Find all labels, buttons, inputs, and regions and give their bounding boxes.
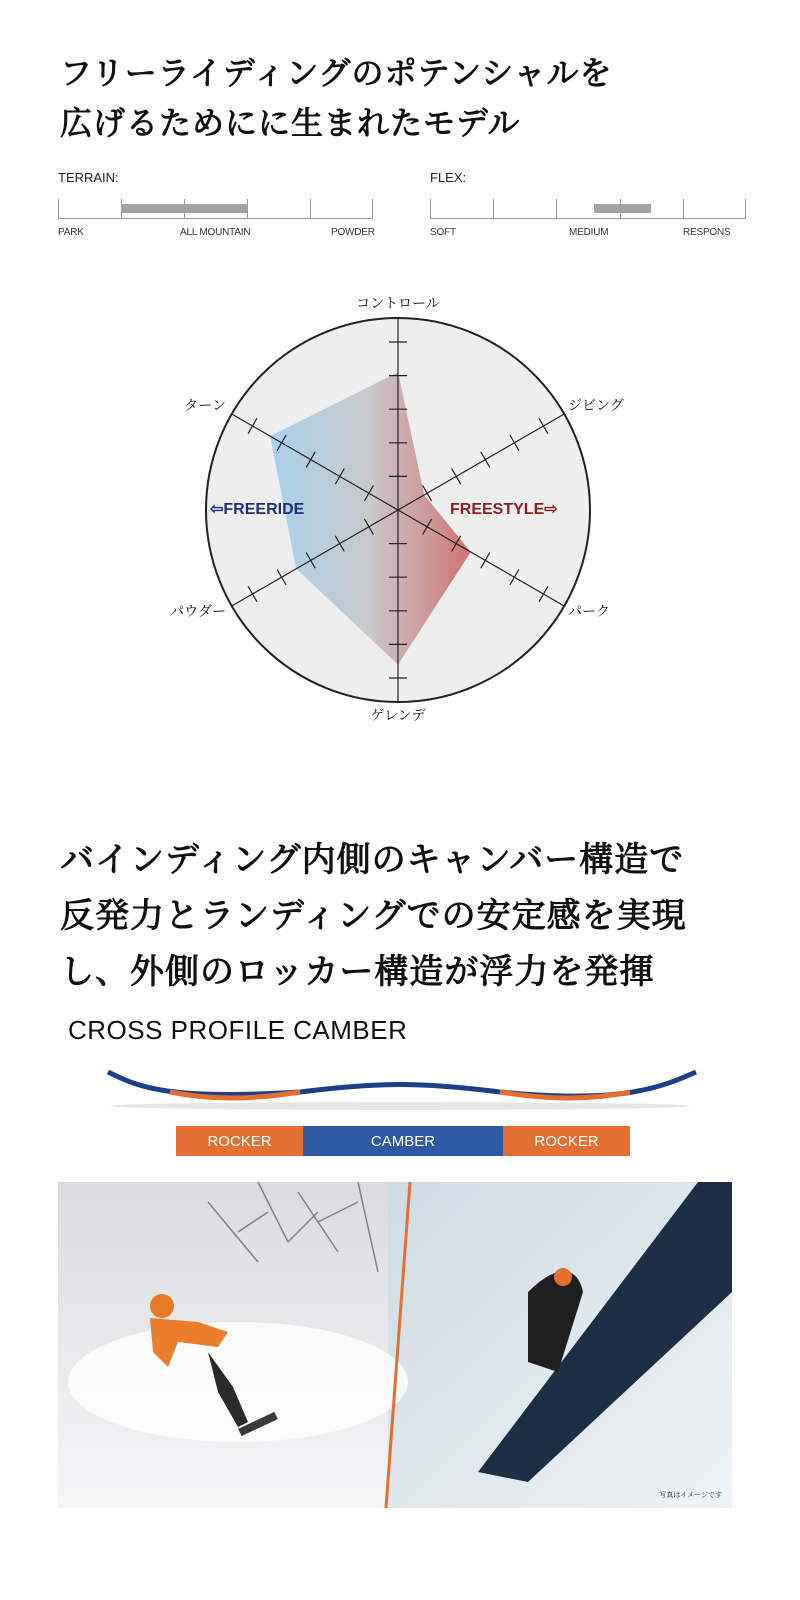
headline-camber-line-2: 反発力とランディングでの安定感を実現 — [60, 896, 687, 936]
radar-axis-turn: ターン — [184, 398, 226, 414]
terrain-tick — [247, 199, 248, 219]
headline-top-line-2: 広げるためにに生まれたモデル — [60, 104, 521, 142]
flex-tick-respons: RESPONS — [683, 227, 731, 238]
terrain-tick-powder: POWDER — [331, 227, 375, 238]
radar-axis-control: コントロール — [356, 296, 440, 312]
terrain-tick-park: PARK — [58, 227, 84, 238]
flex-tick — [430, 199, 431, 219]
terrain-tick — [310, 199, 311, 219]
camber-profile-diagram — [100, 1058, 700, 1118]
flex-tick — [493, 199, 494, 219]
flex-label: FLEX: — [430, 170, 467, 185]
headline-camber-line-1: バインディング内側のキャンバー構造で — [60, 840, 685, 880]
terrain-range-fill — [121, 204, 247, 213]
flex-tick — [745, 199, 746, 219]
headline-top-line-1: フリーライディングのポテンシャルを — [60, 54, 613, 92]
headline-top — [60, 48, 613, 148]
radar-axis-piste: ゲレンデ — [370, 708, 426, 724]
camber-profile-title: CROSS PROFILE CAMBER — [68, 1015, 408, 1045]
flex-scale — [430, 197, 746, 219]
flex-tick — [556, 199, 557, 219]
radar-axis-park: パーク — [568, 604, 610, 620]
camber-segment-bar — [176, 1126, 630, 1156]
flex-range-fill — [594, 204, 651, 213]
photo-caption: 写真はイメージです — [659, 1491, 722, 1499]
headline-camber-line-3: し、外側のロッカー構造が浮力を発揮 — [60, 952, 655, 992]
radar-axis-powder: パウダー — [170, 604, 226, 620]
terrain-label: TERRAIN: — [58, 170, 119, 185]
photo-illustration — [58, 1182, 732, 1508]
product-photo — [58, 1182, 732, 1508]
flex-tick-medium: MEDIUM — [569, 227, 609, 238]
flex-tick-soft: SOFT — [430, 227, 456, 238]
camber-segment-rocker-2: ROCKER — [503, 1126, 630, 1156]
flex-tick — [683, 199, 684, 219]
terrain-scale — [58, 197, 373, 219]
terrain-tick-all-mountain: ALL MOUNTAIN — [180, 227, 251, 238]
camber-segment-camber-1: CAMBER — [303, 1126, 503, 1156]
terrain-tick — [372, 199, 373, 219]
freestyle-label: FREESTYLE⇨ — [450, 501, 558, 518]
headline-camber — [60, 832, 687, 1000]
radar-chart — [150, 280, 650, 730]
freeride-label: ⇦FREERIDE — [210, 501, 305, 518]
camber-segment-rocker-0: ROCKER — [176, 1126, 303, 1156]
terrain-tick — [58, 199, 59, 219]
radar-axis-jibbing: ジビング — [568, 398, 624, 414]
